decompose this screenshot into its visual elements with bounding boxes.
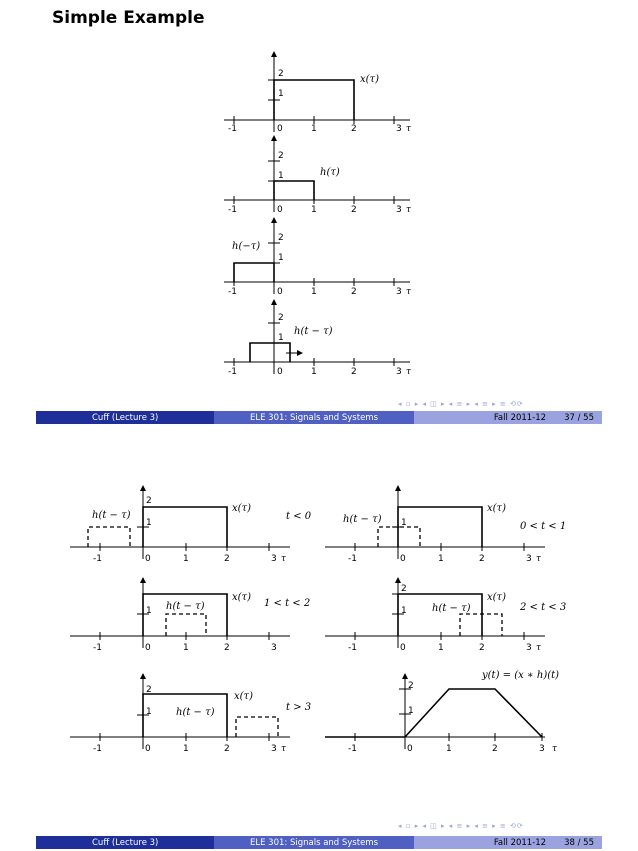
- tick-label: 0: [145, 643, 151, 653]
- tick-label: 0: [407, 744, 413, 754]
- tick-label: 1: [183, 643, 189, 653]
- h-t-minus-tau-label: h(t − τ): [432, 603, 471, 614]
- footer-author: Cuff (Lecture 3): [36, 411, 214, 424]
- axis-var: τ: [406, 205, 411, 215]
- panel-1-lt-t-lt-2: [70, 580, 290, 648]
- x-tau-label: x(τ): [234, 691, 253, 702]
- ytick-label: 2: [278, 69, 284, 79]
- axis-var: τ: [536, 554, 541, 564]
- h-t-minus-tau-label: h(t − τ): [92, 510, 131, 521]
- axis-var: τ: [406, 367, 411, 377]
- nav-symbols[interactable]: ◂ ▫ ▸ ◂ ◫ ▸ ◂ ≡ ▸ ◂ ≡ ▸ ≡ ⟲⟳: [398, 822, 524, 830]
- tick-label: -1: [228, 205, 237, 215]
- tick-label: 1: [311, 367, 317, 377]
- plot-h-neg-tau: [224, 220, 410, 294]
- footer-bar: [36, 411, 602, 424]
- h-t-minus-tau-label: h(t − τ): [166, 601, 205, 612]
- tick-label: 1: [311, 287, 317, 297]
- h-t-minus-tau-label: h(t − τ): [176, 707, 215, 718]
- ytick-label: 1: [146, 518, 152, 528]
- plot-h-tau: [224, 138, 410, 212]
- tick-label: 1: [311, 124, 317, 134]
- x-tau-label: x(τ): [232, 503, 251, 514]
- ytick-label: 1: [146, 606, 152, 616]
- tick-label: 2: [224, 554, 230, 564]
- y-of-t-label: y(t) = (x ∗ h)(t): [482, 670, 560, 681]
- ytick-label: 1: [278, 333, 284, 343]
- tick-label: 3: [396, 124, 402, 134]
- tick-label: 2: [351, 205, 357, 215]
- tick-label: -1: [228, 287, 237, 297]
- nav-symbols[interactable]: ◂ ▫ ▸ ◂ ◫ ▸ ◂ ≡ ▸ ◂ ≡ ▸ ≡ ⟲⟳: [398, 400, 524, 408]
- h-neg-tau-label: h(−τ): [232, 241, 261, 252]
- tick-label: 3: [271, 554, 277, 564]
- tick-label: 2: [351, 124, 357, 134]
- axis-var: τ: [406, 287, 411, 297]
- panel-y-of-t: [325, 676, 545, 749]
- tick-label: -1: [348, 744, 357, 754]
- tick-label: -1: [228, 124, 237, 134]
- tick-label: 0: [400, 643, 406, 653]
- slide-title: Simple Example: [52, 8, 205, 28]
- ytick-label: 1: [401, 518, 407, 528]
- ytick-label: 2: [278, 313, 284, 323]
- h-t-minus-tau-label: h(t − τ): [343, 514, 382, 525]
- tick-label: 2: [224, 643, 230, 653]
- footer-term: Fall 2011-12: [493, 837, 547, 848]
- tick-label: 2: [224, 744, 230, 754]
- tick-label: 1: [183, 554, 189, 564]
- slide2-figure: [0, 430, 638, 851]
- ytick-label: 1: [278, 89, 284, 99]
- ytick-label: 1: [278, 253, 284, 263]
- plot-h-t-minus-tau: [224, 302, 410, 374]
- tick-label: 0: [400, 554, 406, 564]
- footer-course: ELE 301: Signals and Systems: [214, 836, 414, 849]
- tick-label: 1: [446, 744, 452, 754]
- x-tau-label: x(τ): [487, 503, 506, 514]
- tick-label: -1: [93, 744, 102, 754]
- tick-label: -1: [93, 554, 102, 564]
- tick-label: 0: [277, 205, 283, 215]
- footer-right: [414, 836, 602, 849]
- tick-label: 3: [396, 205, 402, 215]
- axis-var: τ: [281, 554, 286, 564]
- tick-label: 3: [271, 744, 277, 754]
- ytick-label: 2: [278, 151, 284, 161]
- ytick-label: 1: [401, 606, 407, 616]
- condition-label: 2 < t < 3: [520, 602, 567, 613]
- ytick-label: 2: [146, 496, 152, 506]
- tick-label: 0: [277, 367, 283, 377]
- tick-label: 2: [492, 744, 498, 754]
- tick-label: -1: [93, 643, 102, 653]
- ytick-label: 2: [278, 233, 284, 243]
- footer-right: [414, 411, 602, 424]
- tick-label: -1: [348, 554, 357, 564]
- axis-var: τ: [552, 744, 557, 754]
- condition-label: 1 < t < 2: [264, 598, 311, 609]
- tick-label: 3: [396, 287, 402, 297]
- footer-bar: [36, 836, 602, 849]
- tick-label: -1: [228, 367, 237, 377]
- h-tau-label: h(τ): [320, 167, 340, 178]
- axis-var: τ: [536, 643, 541, 653]
- footer-page: 37 / 55: [564, 412, 594, 423]
- footer-author: Cuff (Lecture 3): [36, 836, 214, 849]
- axis-var: τ: [281, 744, 286, 754]
- tick-label: 0: [277, 287, 283, 297]
- condition-label: 0 < t < 1: [520, 521, 567, 532]
- tick-label: -1: [348, 643, 357, 653]
- condition-label: t > 3: [286, 702, 312, 713]
- tick-label: 3: [271, 643, 277, 653]
- tick-label: 2: [479, 643, 485, 653]
- tick-label: 2: [479, 554, 485, 564]
- tick-label: 3: [526, 643, 532, 653]
- tick-label: 1: [438, 554, 444, 564]
- ytick-label: 1: [146, 707, 152, 717]
- tick-label: 1: [311, 205, 317, 215]
- tick-label: 0: [145, 744, 151, 754]
- ytick-label: 2: [408, 681, 414, 691]
- footer-course: ELE 301: Signals and Systems: [214, 411, 414, 424]
- ytick-label: 2: [401, 584, 407, 594]
- axis-var: τ: [406, 124, 411, 134]
- tick-label: 0: [277, 124, 283, 134]
- ytick-label: 1: [278, 171, 284, 181]
- ytick-label: 2: [146, 685, 152, 695]
- slide-38: [0, 430, 638, 851]
- tick-label: 0: [145, 554, 151, 564]
- tick-label: 3: [396, 367, 402, 377]
- tick-label: 1: [438, 643, 444, 653]
- condition-label: t < 0: [286, 511, 312, 522]
- ytick-label: 1: [408, 706, 414, 716]
- h-t-minus-tau-label: h(t − τ): [294, 326, 333, 337]
- panel-t-lt-0: [70, 488, 290, 559]
- x-tau-label: x(τ): [487, 592, 506, 603]
- x-tau-label: x(τ): [360, 74, 379, 85]
- tick-label: 1: [183, 744, 189, 754]
- panel-2-lt-t-lt-3: [325, 580, 545, 648]
- tick-label: 2: [351, 367, 357, 377]
- x-tau-label: x(τ): [232, 592, 251, 603]
- footer-page: 38 / 55: [564, 837, 594, 848]
- tick-label: 3: [526, 554, 532, 564]
- plot-x-tau: [224, 54, 410, 132]
- footer-term: Fall 2011-12: [493, 412, 547, 423]
- tick-label: 2: [351, 287, 357, 297]
- tick-label: 3: [539, 744, 545, 754]
